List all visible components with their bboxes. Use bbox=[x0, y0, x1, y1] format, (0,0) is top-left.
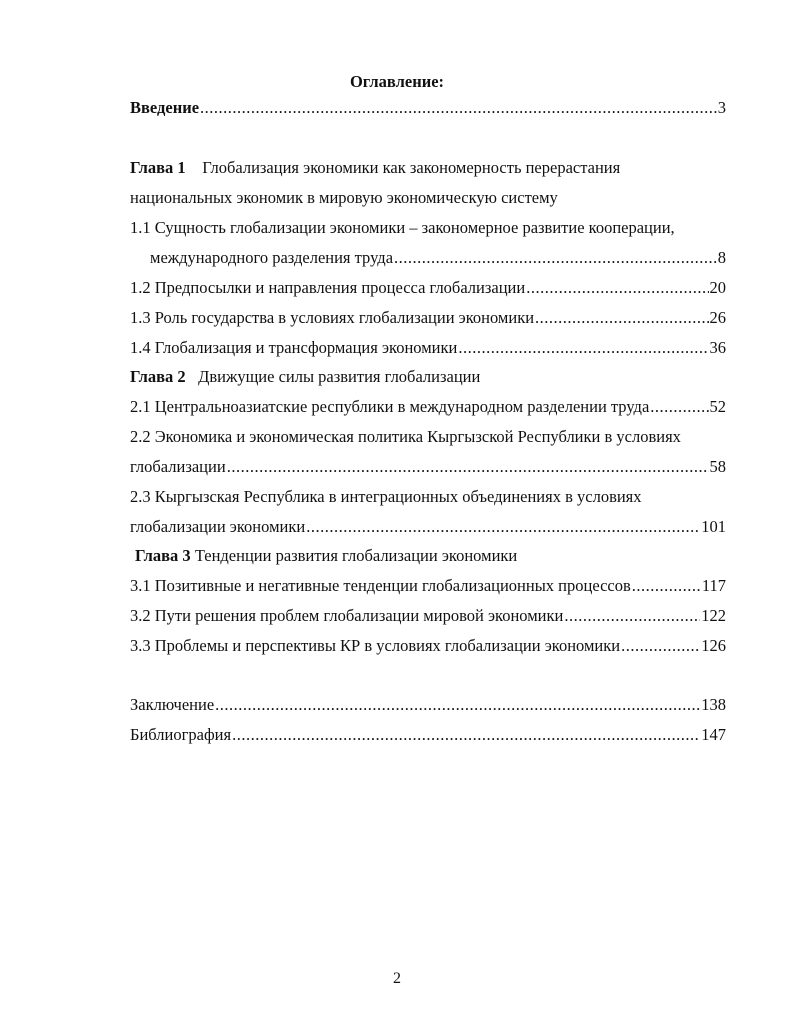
chapter-2-heading bbox=[130, 367, 730, 387]
dot-leader bbox=[215, 695, 700, 715]
toc-entry-page: 8 bbox=[717, 248, 726, 267]
dot-leader bbox=[200, 98, 717, 118]
toc-entry-3-2 bbox=[130, 606, 726, 626]
chapter-number: Глава 2 bbox=[130, 367, 186, 386]
toc-entry-1-4 bbox=[130, 338, 726, 358]
chapter-number: Глава 3 bbox=[135, 546, 191, 565]
chapter-1-heading bbox=[130, 158, 730, 178]
dot-leader bbox=[306, 517, 700, 537]
chapter-title-continued: национальных экономик в мировую экономическую систему bbox=[130, 188, 558, 207]
toc-entry-page: 138 bbox=[701, 695, 726, 714]
dot-leader bbox=[526, 278, 708, 298]
toc-entry-label: Введение bbox=[130, 98, 200, 117]
dot-leader bbox=[458, 338, 708, 358]
dot-leader bbox=[232, 725, 700, 745]
dot-leader bbox=[621, 636, 700, 656]
toc-entry-page: 126 bbox=[701, 636, 726, 655]
toc-entry-1-1-cont bbox=[150, 248, 726, 268]
toc-entry-2-1 bbox=[130, 397, 726, 417]
toc-entry-bibliography bbox=[130, 725, 726, 745]
toc-entry-label: 1.3 Роль государства в условиях глобализации экономики bbox=[130, 308, 535, 327]
chapter-number: Глава 1 bbox=[130, 158, 186, 177]
toc-entry-label: 1.2 Предпосылки и направления процесса глобализации bbox=[130, 278, 526, 297]
chapter-title: Глобализация экономики как закономерность перерастания bbox=[202, 158, 621, 177]
dot-leader bbox=[564, 606, 700, 626]
toc-entry-page: 36 bbox=[709, 338, 726, 357]
chapter-3-heading bbox=[135, 546, 735, 566]
dot-leader bbox=[632, 576, 701, 596]
dot-leader bbox=[394, 248, 717, 268]
toc-entry-page: 122 bbox=[701, 606, 726, 625]
toc-entry-1-3 bbox=[130, 308, 726, 328]
toc-entry-2-2: 2.2 Экономика и экономическая политика Кыргызской Республики в условиях bbox=[130, 427, 681, 446]
toc-title: Оглавление: bbox=[349, 72, 445, 91]
toc-entry-page: 26 bbox=[709, 308, 726, 327]
toc-entry-page: 52 bbox=[709, 397, 726, 416]
toc-entry-page: 101 bbox=[701, 517, 726, 536]
toc-entry-label: 3.3 Проблемы и перспективы КР в условиях глобализации экономики bbox=[130, 636, 621, 655]
page-number: 2 bbox=[393, 970, 401, 987]
toc-entry-label: глобализации экономики bbox=[130, 517, 306, 536]
toc-entry-page: 20 bbox=[709, 278, 726, 297]
toc-entry-label: 1.4 Глобализация и трансформация экономики bbox=[130, 338, 458, 357]
toc-entry-label: Библиография bbox=[130, 725, 232, 744]
toc-entry-page: 117 bbox=[701, 576, 726, 595]
toc-entry-label: 3.1 Позитивные и негативные тенденции глобализационных процессов bbox=[130, 576, 631, 595]
toc-entry-label: 2.1 Центральноазиатские республики в международном разделении труда bbox=[130, 397, 650, 416]
toc-entry-page: 58 bbox=[709, 457, 726, 476]
toc-entry-1-2 bbox=[130, 278, 726, 298]
toc-entry-page: 147 bbox=[701, 725, 726, 744]
chapter-title: Движущие силы развития глобализации bbox=[198, 367, 481, 386]
toc-entry-1-1: 1.1 Сущность глобализации экономики – закономерное развитие кооперации, bbox=[130, 218, 675, 237]
dot-leader bbox=[650, 397, 708, 417]
toc-entry-3-1 bbox=[130, 576, 726, 596]
toc-entry-conclusion bbox=[130, 695, 726, 715]
dot-leader bbox=[227, 457, 709, 477]
toc-entry-label: 3.2 Пути решения проблем глобализации мировой экономики bbox=[130, 606, 564, 625]
toc-entry-2-3-cont bbox=[130, 517, 726, 537]
toc-entry-label: Заключение bbox=[130, 695, 215, 714]
toc-entry-2-2-cont bbox=[130, 457, 726, 477]
toc-entry-label: международного разделения труда bbox=[150, 248, 394, 267]
toc-entry-2-3: 2.3 Кыргызская Республика в интеграционных объединениях в условиях bbox=[130, 487, 642, 506]
toc-entry-label: глобализации bbox=[130, 457, 226, 476]
chapter-title: Тенденции развития глобализации экономики bbox=[194, 546, 518, 565]
toc-entry-page: 3 bbox=[717, 98, 726, 117]
toc-entry-3-3 bbox=[130, 636, 726, 656]
toc-entry-intro bbox=[130, 98, 726, 118]
dot-leader bbox=[535, 308, 708, 328]
